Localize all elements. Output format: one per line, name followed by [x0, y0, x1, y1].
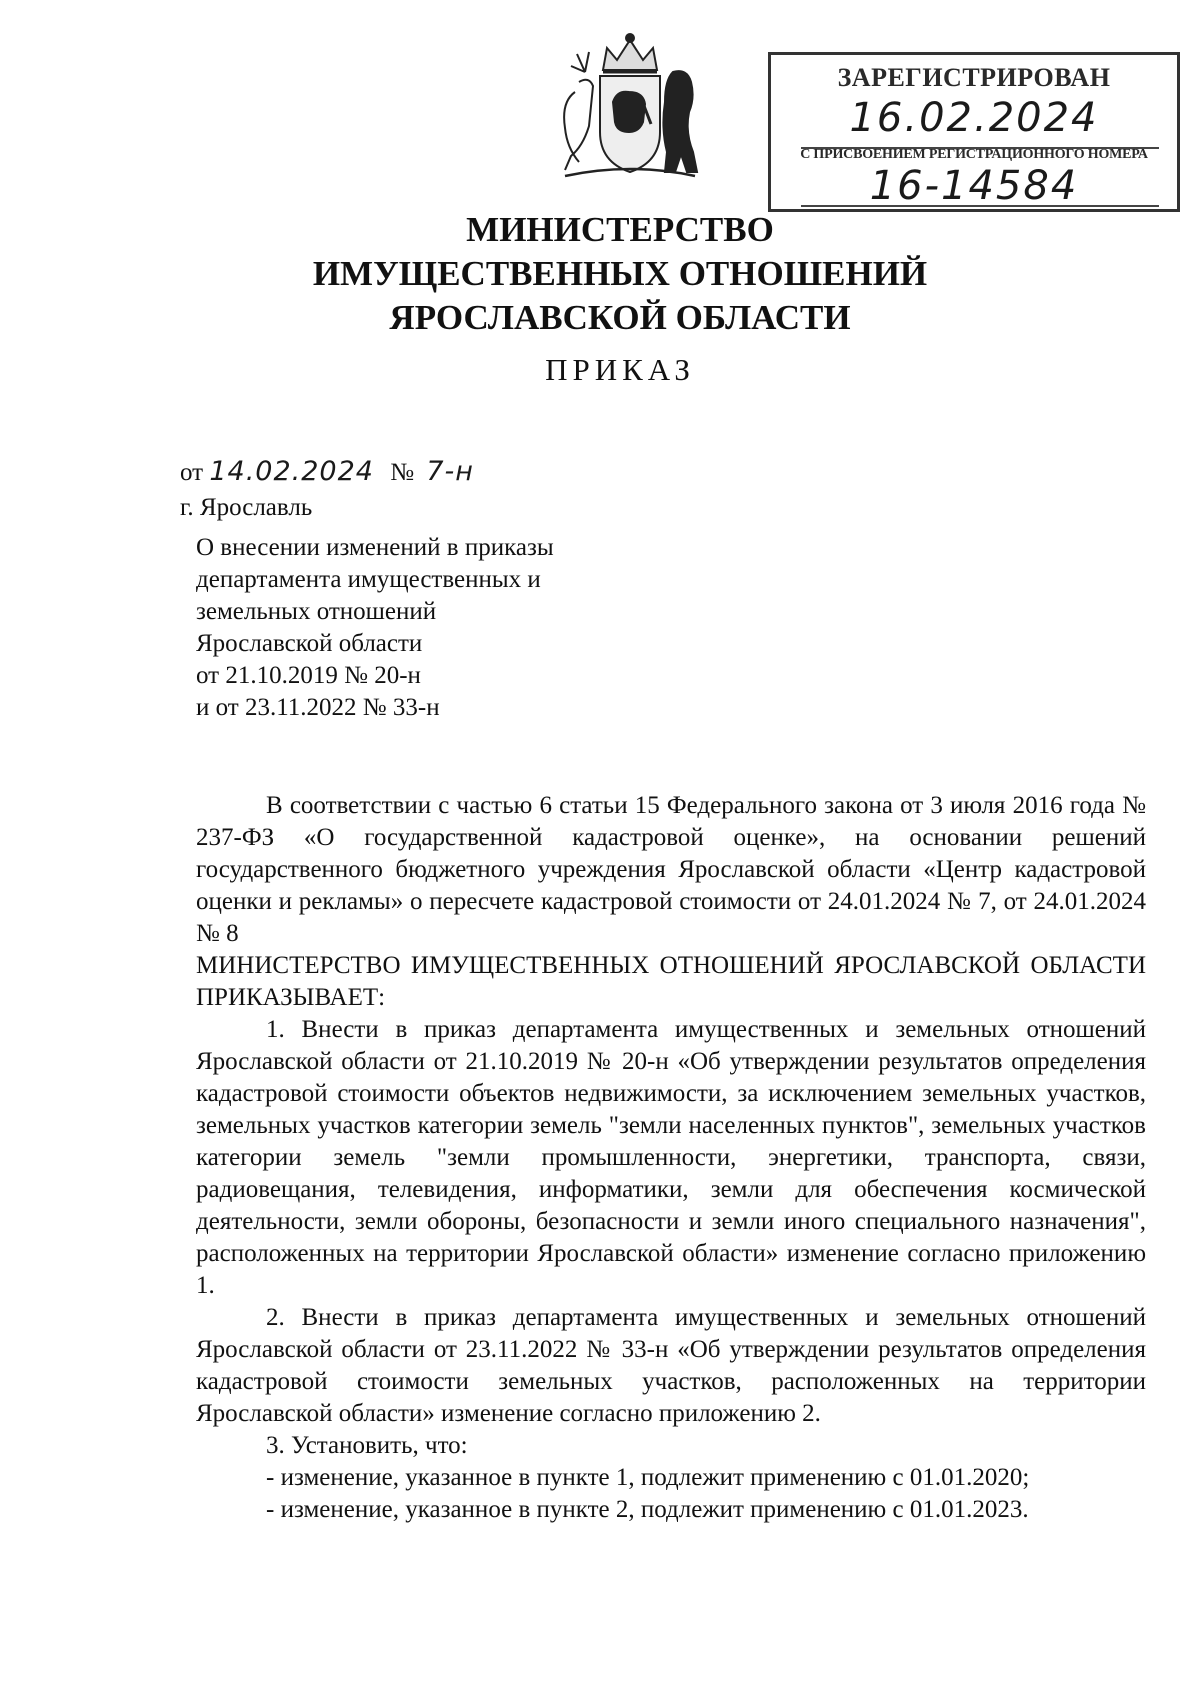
number-label: №	[390, 459, 415, 486]
stamp-divider	[801, 205, 1159, 207]
item-3-subitem: - изменение, указанное в пункте 1, подлежит применению с 01.01.2020;	[266, 1464, 1030, 1491]
item-3-subitem: - изменение, указанное в пункте 2, подлежит применению с 01.01.2023.	[266, 1496, 1029, 1523]
document-type-title: ПРИКАЗ	[545, 352, 695, 387]
item-2-paragraph: 2. Внести в приказ департамента имущественных и земельных отношений Ярославской области от 23.11.2022 № 33-н «Об утверждении результатов определения кадастровой стоимости земельных участков, расположенных на территории Ярославской области» изменение согласно приложению 2.	[196, 1304, 1146, 1427]
ministry-line: МИНИСТЕРСТВО	[466, 210, 774, 249]
order-subject	[196, 532, 676, 724]
item-3-paragraph: 3. Установить, что:	[266, 1432, 468, 1459]
city-line: г. Ярославль	[180, 494, 313, 521]
order-heading: МИНИСТЕРСТВО ИМУЩЕСТВЕННЫХ ОТНОШЕНИЙ ЯРОСЛАВСКОЙ ОБЛАСТИ ПРИКАЗЫВАЕТ:	[196, 952, 1146, 1011]
ministry-line: ЯРОСЛАВСКОЙ ОБЛАСТИ	[389, 298, 851, 337]
order-number: 7-н	[426, 456, 474, 487]
order-body	[196, 790, 1146, 1526]
order-date-number-line	[180, 456, 474, 487]
subject-line: земельных отношений	[196, 598, 437, 625]
subject-line: от 21.10.2019 № 20-н	[196, 662, 421, 689]
coat-of-arms-emblem	[545, 32, 715, 184]
stamp-registration-date: 16.02.2024	[849, 95, 1099, 141]
registration-stamp	[768, 52, 1180, 212]
stamp-registration-number: 16-14584	[869, 163, 1079, 209]
subject-line: и от 23.11.2022 № 33-н	[196, 694, 440, 721]
preamble-paragraph: В соответствии с частью 6 статьи 15 Федерального закона от 3 июля 2016 года № 237-ФЗ «О государственной кадастровой оценке», на основании решений государственного бюджетного учреждения Ярославской области «Центр кадастровой оценки и рекламы» о пересчете кадастровой стоимости от 24.01.2024 № 7, от 24.01.2024 № 8	[196, 792, 1146, 947]
subject-line: О внесении изменений в приказы	[196, 534, 554, 561]
stamp-title: ЗАРЕГИСТРИРОВАН	[837, 63, 1111, 92]
ministry-header	[300, 208, 940, 340]
subject-line: департамента имущественных и	[196, 566, 541, 593]
subject-line: Ярославской области	[196, 630, 423, 657]
from-label: от	[180, 459, 204, 486]
order-date: 14.02.2024	[209, 456, 374, 487]
stamp-subtitle: С ПРИСВОЕНИЕМ РЕГИСТРАЦИОННОГО НОМЕРА	[800, 147, 1148, 162]
item-1-paragraph: 1. Внести в приказ департамента имущественных и земельных отношений Ярославской области от 21.10.2019 № 20-н «Об утверждении результатов определения кадастровой стоимости объектов недвижимости, за исключением земельных участков, земельных участков категории земель "земли населенных пунктов", земельных участков категории земель "земли промышленности, энергетики, транспорта, связи, радиовещания, телевидения, информатики, земли для обеспечения космической деятельности, земли обороны, безопасности и земли иного специального назначения", расположенных на территории Ярославской области» изменение согласно приложению 1.	[196, 1016, 1146, 1299]
ministry-line: ИМУЩЕСТВЕННЫХ ОТНОШЕНИЙ	[312, 254, 928, 293]
